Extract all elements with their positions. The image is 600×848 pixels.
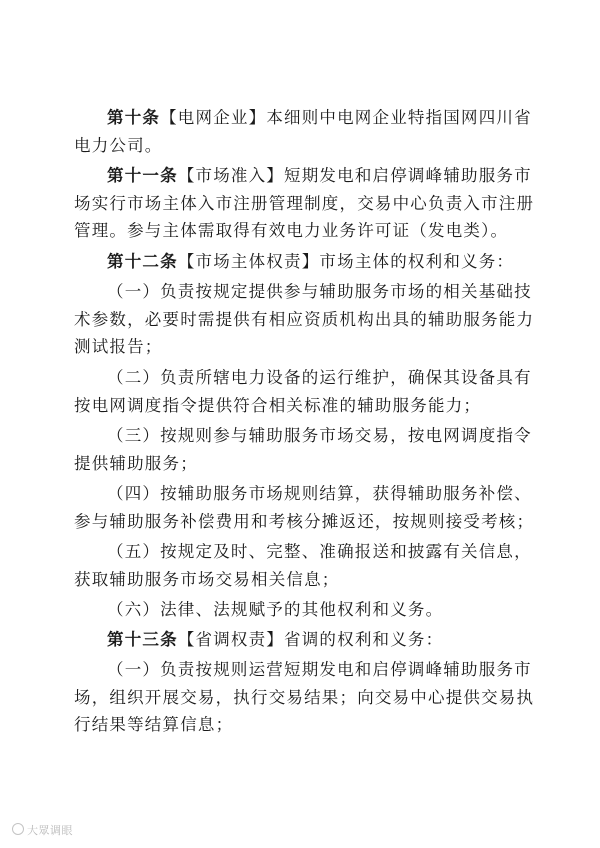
article-12-item-2: （二）负责所辖电力设备的运行维护，确保其设备具有按电网调度指令提供符合相关标准的辅助服务能力； [74, 368, 532, 415]
watermark-logo-icon [12, 823, 24, 835]
article-12 [74, 248, 536, 276]
article-12-item-5: （五）按规定及时、完整、准确报送和披露有关信息，获取辅助服务市场交易相关信息； [74, 542, 532, 589]
article-12-tag: 【市场主体权责】 [177, 252, 320, 271]
article-11-head: 第十一条 [107, 166, 178, 185]
watermark-text: 大眾调眼 [27, 824, 73, 837]
article-12-text: 市场主体的权利和义务： [319, 252, 515, 271]
article-13-tag: 【省调权责】 [177, 630, 285, 649]
article-10-tag: 【电网企业】 [160, 108, 267, 127]
watermark [12, 822, 73, 838]
article-11-tag: 【市场准入】 [177, 166, 285, 185]
article-12-item-6: （六）法律、法规赋予的其他权利和义务。 [107, 600, 444, 619]
article-12-item-1: （一）负责按规定提供参与辅助服务市场的相关基础技术参数，必要时需提供有相应资质机构出具的辅助服务能力测试报告； [74, 282, 535, 356]
article-12-head: 第十二条 [107, 252, 178, 271]
article-13-text: 省调的权利和义务： [284, 630, 444, 649]
article-13-head: 第十三条 [107, 630, 178, 649]
article-13 [74, 626, 536, 654]
article-11 [74, 162, 536, 245]
article-10-head: 第十条 [107, 108, 161, 127]
article-11-text: 短期发电和启停调峰辅助服务市场实行市场主体入市注册管理制度，交易中心负责入市注册管理。参与主体需取得有效电力业务许可证（发电类）。 [74, 166, 535, 240]
article-13-item-1: （一）负责按规则运营短期发电和启停调峰辅助服务市场，组织开展交易，执行交易结果；向交易中心提供交易执行结果等结算信息； [74, 660, 535, 734]
article-10-text: 本细则中电网企业特指国网四川省电力公司。 [74, 108, 532, 155]
article-12-item-3: （三）按规则参与辅助服务市场交易，按电网调度指令提供辅助服务； [74, 426, 532, 473]
article-12-item-4: （四）按辅助服务市场规则结算，获得辅助服务补偿、参与辅助服务补偿费用和考核分摊返还，按规则接受考核； [74, 484, 535, 531]
article-10 [74, 104, 536, 159]
